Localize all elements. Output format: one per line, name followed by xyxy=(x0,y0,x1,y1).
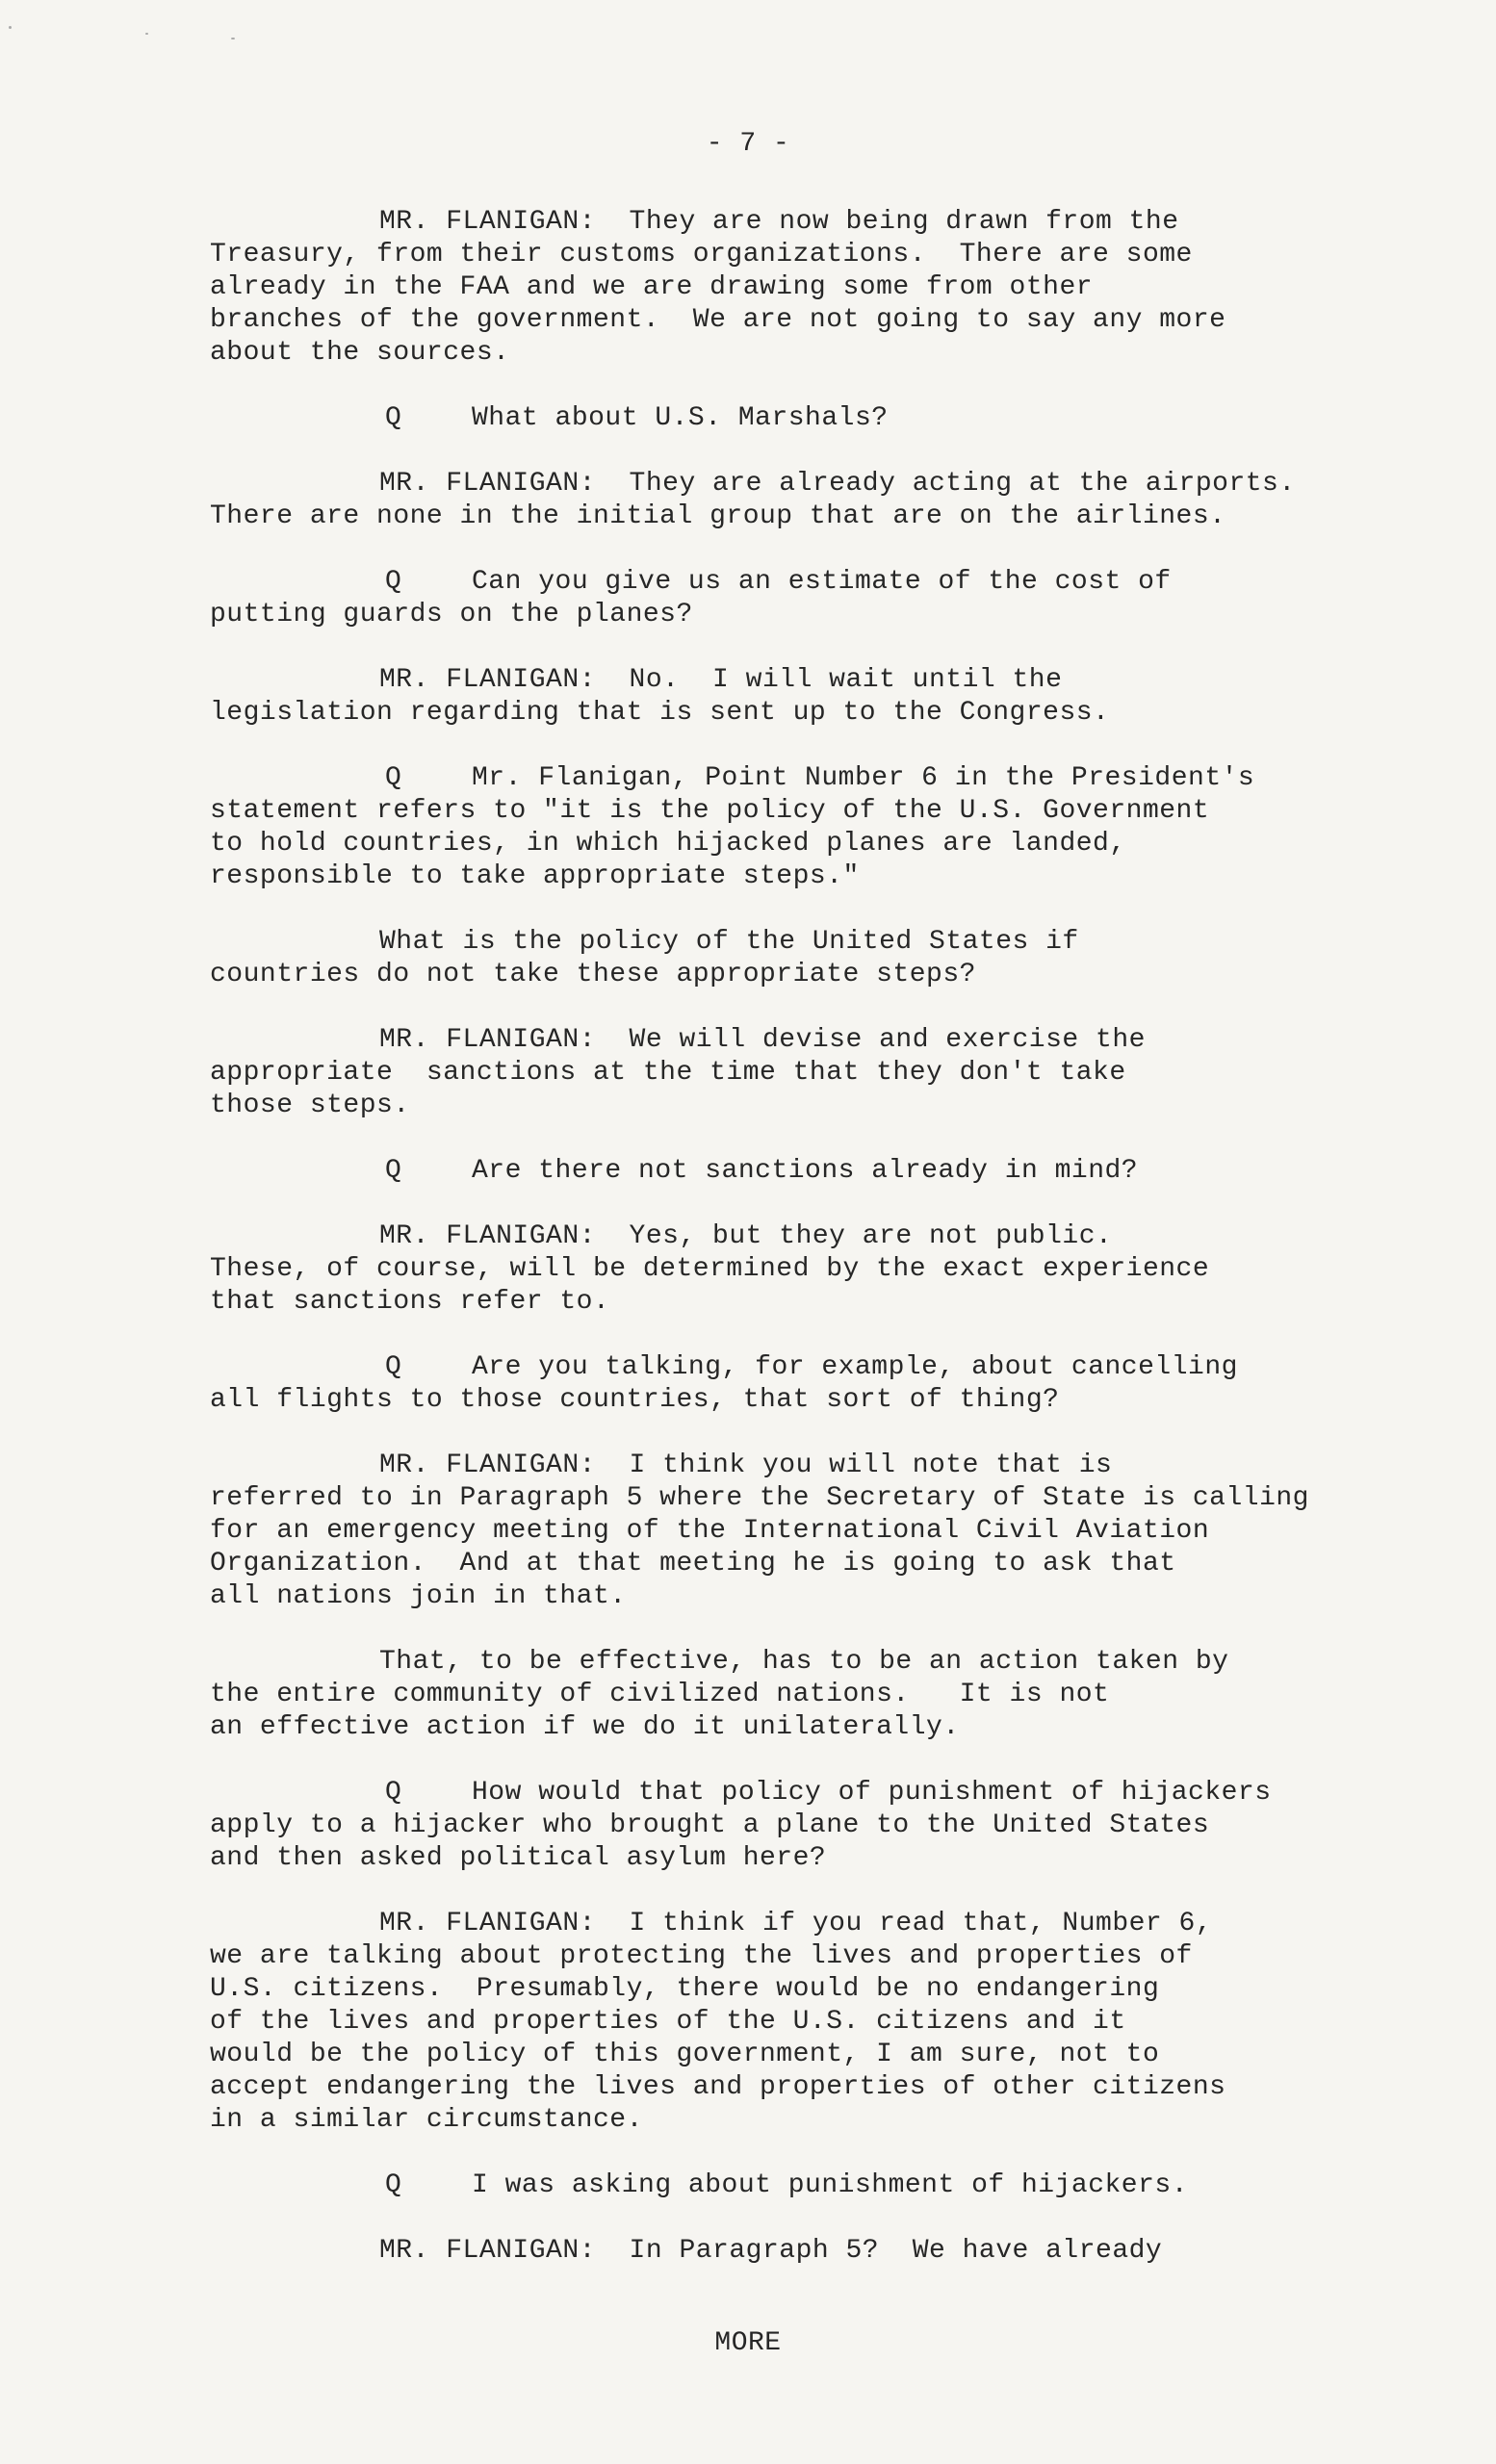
text-line: MR. FLANIGAN: I think if you read that, Number 6, xyxy=(379,1909,1213,1938)
paper-speck xyxy=(145,33,148,35)
text-line xyxy=(210,402,1404,435)
text-line xyxy=(210,566,1404,599)
paper-speck xyxy=(9,26,12,29)
text-line: MR. FLANIGAN: They are already acting at the airports. xyxy=(379,469,1296,499)
text-line: that sanctions refer to. xyxy=(210,1287,610,1317)
text-line: MR. FLANIGAN: In Paragraph 5? We have already xyxy=(379,2236,1163,2266)
answer-paragraph xyxy=(210,2235,1404,2268)
page-number: - 7 - xyxy=(706,129,790,159)
answer-paragraph xyxy=(210,468,1404,533)
question-paragraph xyxy=(210,402,1404,435)
text-line xyxy=(210,762,1404,795)
answer-paragraph xyxy=(210,1024,1404,1122)
question-text: How would that policy of punishment of hijackers xyxy=(472,1778,1272,1808)
question-marker: Q xyxy=(385,763,402,793)
question-marker: Q xyxy=(385,1778,402,1808)
text-line: of the lives and properties of the U.S. citizens and it xyxy=(210,2007,1126,2037)
question-paragraph xyxy=(210,2169,1404,2202)
text-line: all flights to those countries, that sort of thing? xyxy=(210,1385,1060,1415)
answer-paragraph xyxy=(210,664,1404,730)
question-marker: Q xyxy=(385,1156,402,1186)
question-paragraph xyxy=(210,1351,1404,1417)
text-line: Treasury, from their customs organizations. There are some xyxy=(210,240,1193,270)
text-line: legislation regarding that is sent up to the Congress. xyxy=(210,698,1110,728)
text-line: an effective action if we do it unilaterally. xyxy=(210,1712,960,1742)
text-line: would be the policy of this government, I am sure, not to xyxy=(210,2040,1160,2069)
continuation-paragraph xyxy=(210,926,1404,991)
text-line: MR. FLANIGAN: We will devise and exercise the xyxy=(379,1025,1146,1055)
question-paragraph xyxy=(210,762,1404,893)
text-line: There are none in the initial group that are on the airlines. xyxy=(210,501,1226,531)
text-line: for an emergency meeting of the International Civil Aviation xyxy=(210,1516,1210,1546)
question-text: I was asking about punishment of hijackers. xyxy=(472,2170,1189,2200)
answer-paragraph xyxy=(210,1450,1404,1613)
text-line: we are talking about protecting the lives and properties of xyxy=(210,1941,1193,1971)
text-line xyxy=(210,1351,1404,1384)
text-line: accept endangering the lives and properties of other citizens xyxy=(210,2072,1226,2102)
text-line: statement refers to "it is the policy of the U.S. Government xyxy=(210,796,1210,826)
question-paragraph xyxy=(210,1777,1404,1875)
text-line: MR. FLANIGAN: Yes, but they are not public. xyxy=(379,1221,1113,1251)
text-line: putting guards on the planes? xyxy=(210,600,693,629)
text-line xyxy=(210,2169,1404,2202)
text-line: countries do not take these appropriate steps? xyxy=(210,960,976,989)
text-line: MR. FLANIGAN: I think you will note that is xyxy=(379,1450,1113,1480)
question-text: What about U.S. Marshals? xyxy=(472,403,889,433)
text-line xyxy=(210,1777,1404,1810)
question-paragraph xyxy=(210,566,1404,631)
text-line: That, to be effective, has to be an action taken by xyxy=(379,1647,1229,1677)
text-line: branches of the government. We are not going to say any more xyxy=(210,305,1226,335)
transcript-body xyxy=(210,206,1404,2300)
text-line: MR. FLANIGAN: No. I will wait until the xyxy=(379,665,1063,695)
question-text: Mr. Flanigan, Point Number 6 in the President's xyxy=(472,763,1255,793)
text-line: These, of course, will be determined by the exact experience xyxy=(210,1254,1210,1284)
text-line: in a similar circumstance. xyxy=(210,2105,643,2135)
text-line xyxy=(210,1155,1404,1188)
text-line: Organization. And at that meeting he is going to ask that xyxy=(210,1549,1176,1578)
question-text: Are you talking, for example, about cancelling xyxy=(472,1352,1238,1382)
text-line: U.S. citizens. Presumably, there would be no endangering xyxy=(210,1974,1160,2004)
continued-marker: MORE xyxy=(714,2328,782,2358)
question-text: Can you give us an estimate of the cost of xyxy=(472,567,1172,597)
continuation-paragraph xyxy=(210,1646,1404,1744)
text-line: the entire community of civilized nations. It is not xyxy=(210,1680,1110,1709)
text-line: appropriate sanctions at the time that they don't take xyxy=(210,1058,1126,1088)
text-line: and then asked political asylum here? xyxy=(210,1843,827,1873)
question-paragraph xyxy=(210,1155,1404,1188)
text-line: already in the FAA and we are drawing some from other xyxy=(210,272,1094,302)
answer-paragraph xyxy=(210,1220,1404,1319)
paper-speck xyxy=(231,38,235,39)
question-marker: Q xyxy=(385,403,402,433)
text-line: referred to in Paragraph 5 where the Secretary of State is calling xyxy=(210,1483,1309,1513)
text-line: MR. FLANIGAN: They are now being drawn from the xyxy=(379,207,1179,237)
question-marker: Q xyxy=(385,567,402,597)
question-marker: Q xyxy=(385,1352,402,1382)
answer-paragraph xyxy=(210,206,1404,370)
question-text: Are there not sanctions already in mind? xyxy=(472,1156,1139,1186)
text-line: to hold countries, in which hijacked planes are landed, xyxy=(210,829,1126,859)
question-marker: Q xyxy=(385,2170,402,2200)
answer-paragraph xyxy=(210,1908,1404,2137)
text-line: apply to a hijacker who brought a plane to the United States xyxy=(210,1810,1210,1840)
text-line: all nations join in that. xyxy=(210,1581,627,1611)
text-line: responsible to take appropriate steps." xyxy=(210,861,860,891)
text-line: those steps. xyxy=(210,1091,410,1120)
text-line: What is the policy of the United States if xyxy=(379,927,1079,957)
text-line: about the sources. xyxy=(210,338,510,368)
